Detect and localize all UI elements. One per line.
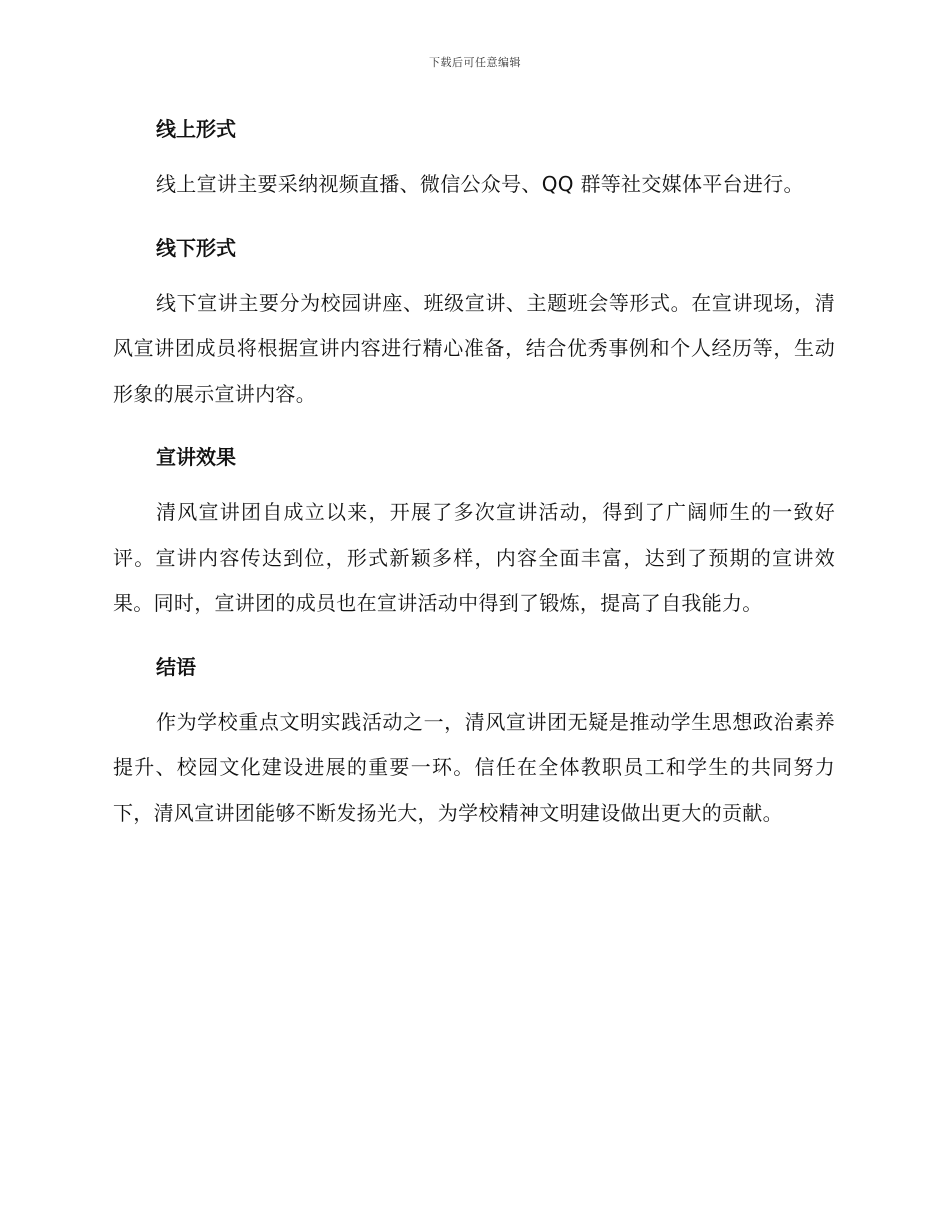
section-paragraph-conclusion: 作为学校重点文明实践活动之一，清风宣讲团无疑是推动学生思想政治素养提升、校园文化建设进展的重要一环。信任在全体教职员工和学生的共同努力下，清风宣讲团能够不断发扬光大，为学校精神文明建设做出更大的贡献。	[113, 709, 835, 825]
page-header-note: 下载后可任意编辑	[429, 56, 521, 69]
section-heading-effect: 宣讲效果	[156, 445, 236, 469]
section-paragraph-effect: 清风宣讲团自成立以来，开展了多次宣讲活动，得到了广阔师生的一致好评。宣讲内容传达到位，形式新颖多样，内容全面丰富，达到了预期的宣讲效果。同时，宣讲团的成员也在宣讲活动中得到了锻炼，提高了自我能力。	[113, 500, 835, 615]
section-heading-online: 线上形式	[156, 117, 236, 141]
document-body	[113, 111, 835, 836]
section-heading-offline: 线下形式	[156, 235, 236, 260]
section-paragraph-online: 线上宣讲主要采纳视频直播、微信公众号、QQ 群等社交媒体平台进行。	[156, 172, 804, 196]
section-paragraph-offline: 线下宣讲主要分为校园讲座、班级宣讲、主题班会等形式。在宣讲现场，清风宣讲团成员将根据宣讲内容进行精心准备，结合优秀事例和个人经历等，生动形象的展示宣讲内容。	[113, 290, 835, 406]
section-heading-conclusion: 结语	[156, 654, 196, 679]
